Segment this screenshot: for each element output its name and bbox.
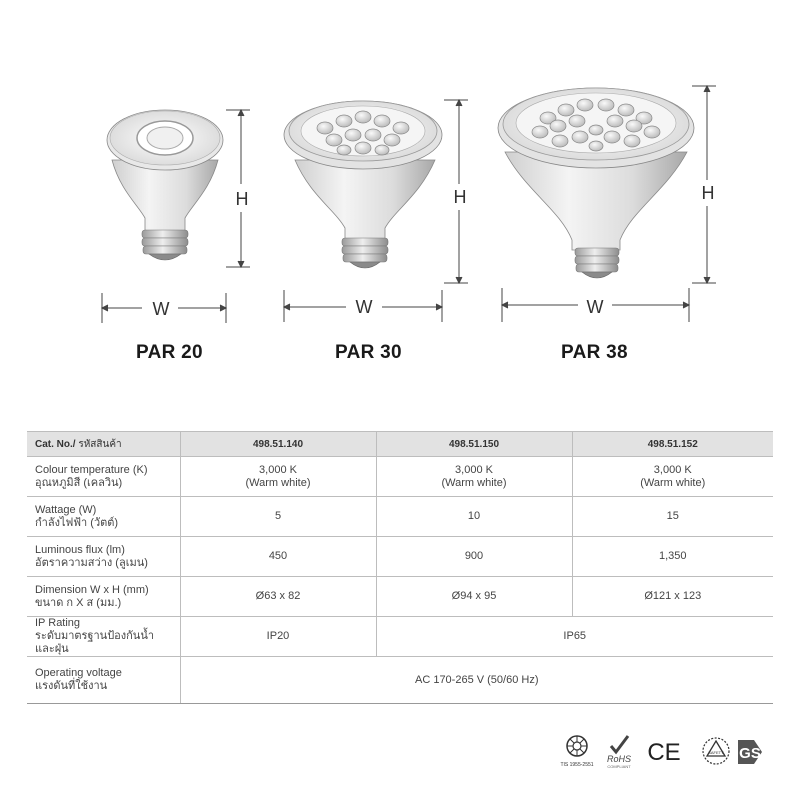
row-label: Colour temperature (K) อุณหภูมิสี (เคลวิน) (27, 457, 180, 497)
row-label-th: อุณหภูมิสี (เคลวิน) (35, 476, 123, 489)
gs-mark-icon (738, 740, 762, 764)
row-label: Operating voltage แรงดันที่ใช้งาน (27, 657, 180, 704)
row-label: Wattage (W) กำลังไฟฟ้า (วัตต์) (27, 497, 180, 537)
rohs-text: RoHS (606, 754, 632, 764)
rohs-subtext: COMPLIANT (607, 764, 631, 769)
row-label: IP Rating ระดับมาตรฐานป้องกันน้ำและฝุ่น (27, 617, 180, 657)
tis-mark-icon (560, 736, 593, 768)
gs-mark-text: GS (739, 745, 761, 762)
par20-height-label: H (235, 189, 249, 209)
table-cell: IP65 (376, 617, 773, 657)
table-cell: Ø121 x 123 (572, 577, 773, 617)
product-illustrations (0, 0, 803, 340)
luminous-flux-row (27, 537, 773, 577)
tis-mark-text: TIS 1955-2551 (560, 762, 594, 768)
cat-no-cell: 498.51.150 (376, 432, 572, 457)
par20-name: PAR 20 (136, 342, 203, 363)
row-label: Dimension W x H (mm) ขนาด ก X ส (มม.) (27, 577, 180, 617)
safety-mark-text: SAFETY (708, 750, 724, 755)
colour-temperature-row (27, 457, 773, 497)
table-cell: 10 (376, 497, 572, 537)
safety-mark-icon (703, 738, 729, 764)
table-cell: IP20 (180, 617, 376, 657)
cat-no-header-th: รหัสสินค้า (78, 438, 122, 450)
par38-width-label: W (586, 297, 604, 317)
rohs-icon (607, 736, 631, 769)
spec-header-row (27, 432, 773, 457)
par30-bulb-drawing (284, 101, 442, 268)
certification-logos (548, 732, 773, 772)
row-label-th: อัตราความสว่าง (ลูเมน) (35, 556, 148, 569)
table-cell: 15 (572, 497, 773, 537)
row-label: Luminous flux (lm) อัตราความสว่าง (ลูเมน) (27, 537, 180, 577)
par20-width-label: W (152, 299, 170, 319)
table-cell: 3,000 K (Warm white) (376, 457, 572, 497)
table-cell: 5 (180, 497, 376, 537)
ip-rating-row (27, 617, 773, 657)
par30-name: PAR 30 (335, 342, 402, 363)
row-label-th: ขนาด ก X ส (มม.) (35, 596, 122, 609)
table-cell: Ø63 x 82 (180, 577, 376, 617)
cat-no-cell: 498.51.140 (180, 432, 376, 457)
par38-height-label: H (701, 183, 715, 203)
cat-no-cell: 498.51.152 (572, 432, 773, 457)
par38-bulb-drawing (498, 88, 694, 278)
par38-name: PAR 38 (561, 342, 628, 363)
table-cell: 1,350 (572, 537, 773, 577)
par30-height-label: H (453, 187, 467, 207)
table-cell: 3,000 K (Warm white) (572, 457, 773, 497)
row-label-th: กำลังไฟฟ้า (วัตต์) (35, 516, 119, 529)
table-cell: 450 (180, 537, 376, 577)
table-cell: 3,000 K (Warm white) (180, 457, 376, 497)
spec-table (27, 431, 773, 704)
cat-no-header: Cat. No./ รหัสสินค้า (27, 432, 180, 457)
row-label-th: แรงดันที่ใช้งาน (35, 680, 108, 692)
par20-bulb-drawing (107, 110, 223, 260)
ce-mark-icon: CE (647, 739, 681, 766)
operating-voltage-row (27, 657, 773, 704)
table-cell: AC 170-265 V (50/60 Hz) (180, 657, 773, 704)
wattage-row (27, 497, 773, 537)
table-cell: Ø94 x 95 (376, 577, 572, 617)
dimension-row (27, 577, 773, 617)
par30-width-label: W (355, 297, 373, 317)
table-cell: 900 (376, 537, 572, 577)
row-label-th: ระดับมาตรฐานป้องกันน้ำและฝุ่น (35, 630, 155, 655)
